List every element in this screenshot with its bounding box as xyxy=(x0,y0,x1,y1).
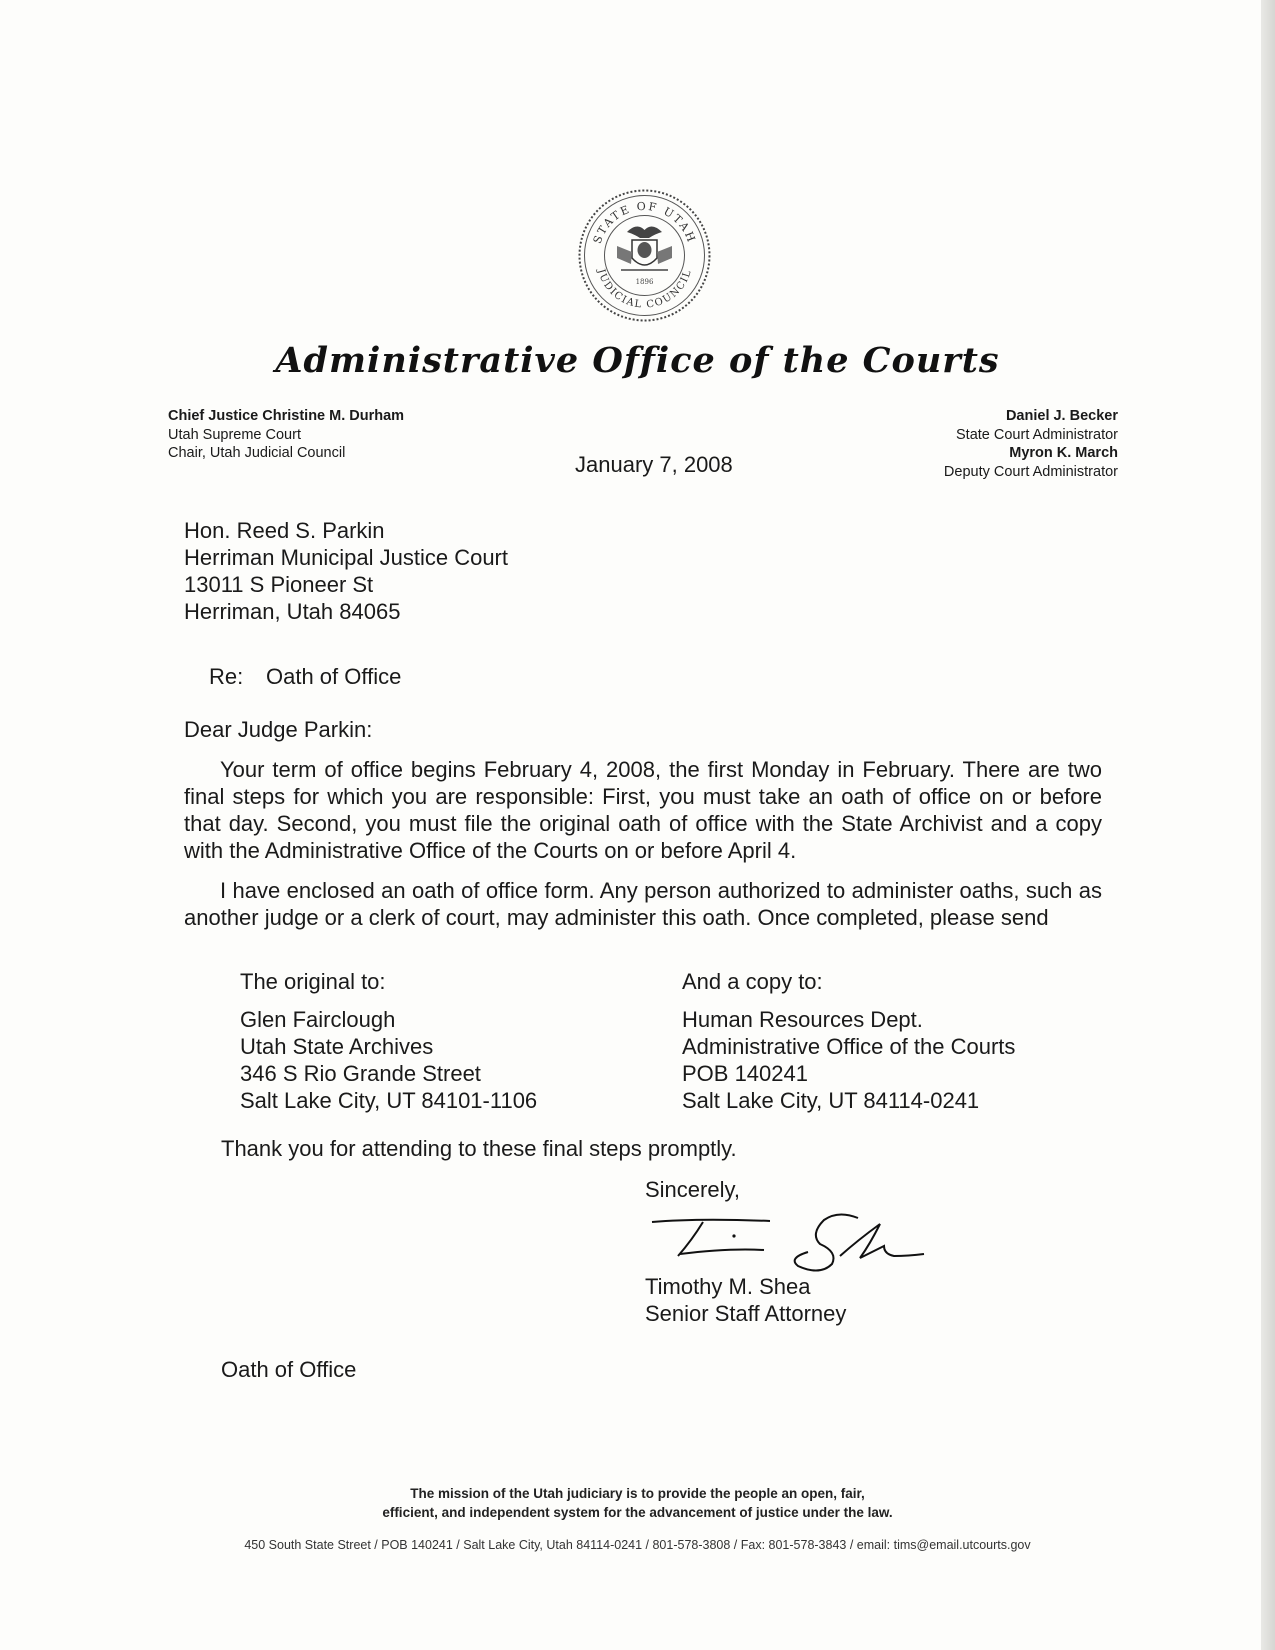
deputy-title: Deputy Court Administrator xyxy=(943,463,1118,480)
letter-date: January 7, 2008 xyxy=(575,452,733,477)
chief-justice-court: Utah Supreme Court xyxy=(168,426,301,443)
footer-contact xyxy=(0,1538,1275,1552)
thanks-line: Thank you for attending to these final steps promptly. xyxy=(221,1136,737,1161)
signer-title: Senior Staff Attorney xyxy=(645,1301,847,1326)
subject-text: Oath of Office xyxy=(266,664,402,689)
mission-line-2: efficient, and independent system for the advancement of justice under the law. xyxy=(382,1505,893,1520)
paragraph-1 xyxy=(184,756,1102,864)
footer-contact-text: 450 South State Street / POB 140241 / Salt Lake City, Utah 84114-0241 / 801-578-3808 / Fax: 801-578-3843 / email: tims@email.utcourts.gov xyxy=(244,1538,1031,1552)
utah-judicial-council-seal xyxy=(577,188,712,323)
svg-text:STATE OF UTAH: STATE OF UTAH xyxy=(590,199,699,246)
mission-line-1: The mission of the Utah judiciary is to provide the people an open, fair, xyxy=(410,1486,865,1501)
handwritten-signature xyxy=(648,1210,928,1280)
salutation: Dear Judge Parkin: xyxy=(184,717,373,742)
svg-text:JUDICIAL COUNCIL: JUDICIAL COUNCIL xyxy=(595,267,694,311)
signer-name: Timothy M. Shea xyxy=(645,1274,811,1299)
page-edge-shadow xyxy=(1261,0,1275,1650)
closing: Sincerely, xyxy=(645,1177,740,1202)
svg-text:1896: 1896 xyxy=(635,278,654,286)
header-right-block xyxy=(944,407,1118,481)
chief-justice-role: Chair, Utah Judicial Council xyxy=(168,445,346,461)
copy-to-city: Salt Lake City, UT 84114-0241 xyxy=(682,1088,980,1113)
deputy-name: Myron K. March xyxy=(1009,445,1118,461)
subject-label: Re: xyxy=(209,664,244,689)
mission-statement xyxy=(0,1484,1275,1522)
copy-to-block xyxy=(682,968,1015,1114)
original-to-name: Glen Fairclough xyxy=(240,1007,396,1032)
original-to-city: Salt Lake City, UT 84101-1106 xyxy=(240,1088,538,1113)
subject-line xyxy=(209,663,401,690)
original-to-org: Utah State Archives xyxy=(240,1034,434,1059)
paragraph-2-text: I have enclosed an oath of office form. Any person authorized to administer oaths, such as another judge or a clerk of court, may administer this oath. Once completed, please send xyxy=(184,878,1102,930)
chief-justice-name: Chief Justice Christine M. Durham xyxy=(168,408,405,424)
copy-to-name: Human Resources Dept. xyxy=(682,1007,923,1032)
original-to-block xyxy=(240,968,537,1114)
original-to-street: 346 S Rio Grande Street xyxy=(240,1061,481,1086)
paragraph-1-text: Your term of office begins February 4, 2008, the first Monday in February. There are two final steps for which you are responsible: First, you must take an oath of office on or before that day. Second, you must file the original oath of office with the State Archivist and a copy with the Administrative Office of the Courts on or before April 4. xyxy=(184,757,1102,863)
header-left-block xyxy=(168,407,404,463)
signer-block xyxy=(645,1273,846,1327)
recipient-name: Hon. Reed S. Parkin xyxy=(184,518,385,543)
recipient-address xyxy=(184,517,508,625)
copy-to-heading: And a copy to: xyxy=(682,969,823,994)
copy-to-street: POB 140241 xyxy=(682,1061,808,1086)
administrator-title: State Court Administrator xyxy=(956,426,1118,443)
recipient-street: 13011 S Pioneer St xyxy=(184,572,374,597)
enclosure-note: Oath of Office xyxy=(221,1357,357,1382)
letterhead-title: Administrative Office of the Courts xyxy=(275,340,1000,381)
recipient-org: Herriman Municipal Justice Court xyxy=(184,545,508,570)
recipient-city: Herriman, Utah 84065 xyxy=(184,599,401,624)
original-to-heading: The original to: xyxy=(240,969,386,994)
paragraph-2 xyxy=(184,877,1102,931)
copy-to-org: Administrative Office of the Courts xyxy=(682,1034,1016,1059)
administrator-name: Daniel J. Becker xyxy=(1005,408,1118,424)
